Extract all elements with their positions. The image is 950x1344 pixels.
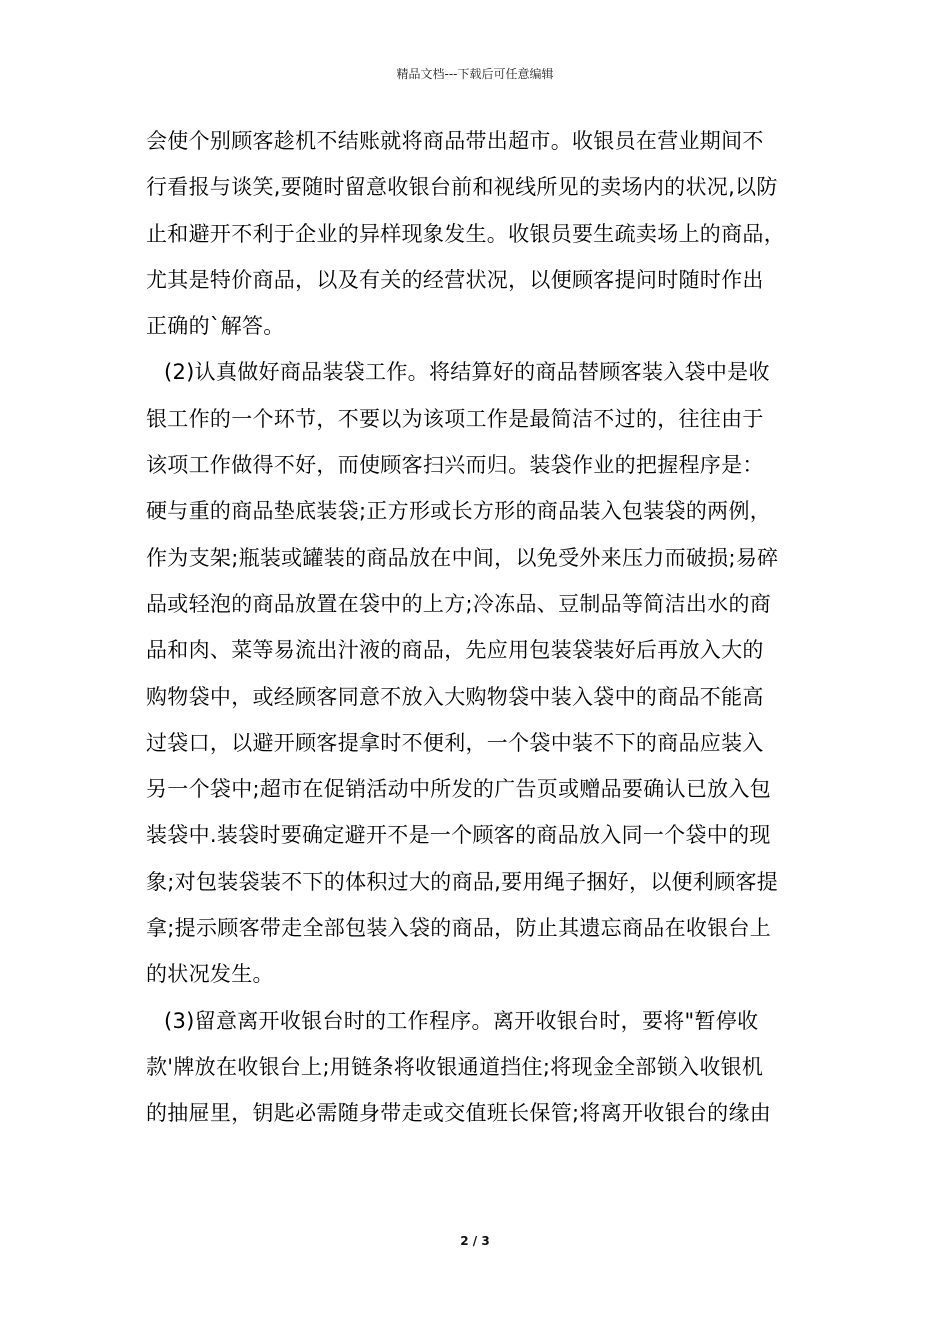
text-line: 止和避开不利于企业的异样现象发生。收银员要生疏卖场上的商品， xyxy=(146,221,785,246)
text-line: 正确的`解答。 xyxy=(146,314,285,339)
text-line: 装袋中.装袋时要确定避开不是一个顾客的商品放入同一个袋中的现 xyxy=(146,823,771,848)
text-line: 会使个别顾客趁机不结账就将商品带出超市。收银员在营业期间不 xyxy=(146,129,764,153)
text-line: 尤其是特价商品，以及有关的经营状况，以便顾客提问时随时作出 xyxy=(146,267,764,292)
text-line: 过袋口，以避开顾客提拿时不便利，一个袋中装不下的商品应装入 xyxy=(146,730,764,755)
text-line: 的状况发生。 xyxy=(146,962,274,987)
page-header: 精品文档---下载后可任意编辑 xyxy=(396,67,554,81)
text-line: 拿;提示顾客带走全部包装入袋的商品，防止其遗忘商品在收银台上 xyxy=(146,916,772,941)
text-line: 款'牌放在收银台上;用链条将收银通道挡住;将现金全部锁入收银机 xyxy=(146,1054,764,1079)
text-line: 该项工作做得不好，而使顾客扫兴而归。装袋作业的把握程序是： xyxy=(146,453,764,478)
text-line: 另一个袋中;超市在促销活动中所发的广告页或赠品要确认已放入包 xyxy=(146,777,772,802)
text-line: 作为支架;瓶装或罐装的商品放在中间，以免受外来压力而破损;易碎 xyxy=(146,545,779,570)
page-number: 2 / 3 xyxy=(460,1234,490,1248)
text-line: 银工作的一个环节，不要以为该项工作是最简洁不过的，往往由于 xyxy=(146,406,764,431)
text-line: 硬与重的商品垫底装袋;正方形或长方形的商品装入包装袋的两例， xyxy=(146,499,772,524)
text-line: 的抽屉里，钥匙必需随身带走或交值班长保管;将离开收银台的缘由 xyxy=(146,1101,772,1126)
text-line: 行看报与谈笑,要随时留意收银台前和视线所见的卖场内的状况,以防 xyxy=(146,175,778,200)
text-line: 购物袋中，或经顾客同意不放入大购物袋中装入袋中的商品不能高 xyxy=(146,684,764,709)
paragraph-start-line: (3)留意离开收银台时的工作程序。离开收银台时，要将"暂停收 xyxy=(164,1008,759,1033)
text-line: 象;对包装袋装不下的体积过大的商品,要用绳子捆好，以便利顾客提 xyxy=(146,869,779,894)
document-body xyxy=(146,128,826,1147)
text-line: 品和肉、菜等易流出汁液的商品，先应用包装袋装好后再放入大的 xyxy=(146,638,764,663)
text-line: 品或轻泡的商品放置在袋中的上方;冷冻品、豆制品等简洁出水的商 xyxy=(146,591,772,616)
paragraph-start-line: (2)认真做好商品装袋工作。将结算好的商品替顾客装入袋中是收 xyxy=(164,360,770,385)
